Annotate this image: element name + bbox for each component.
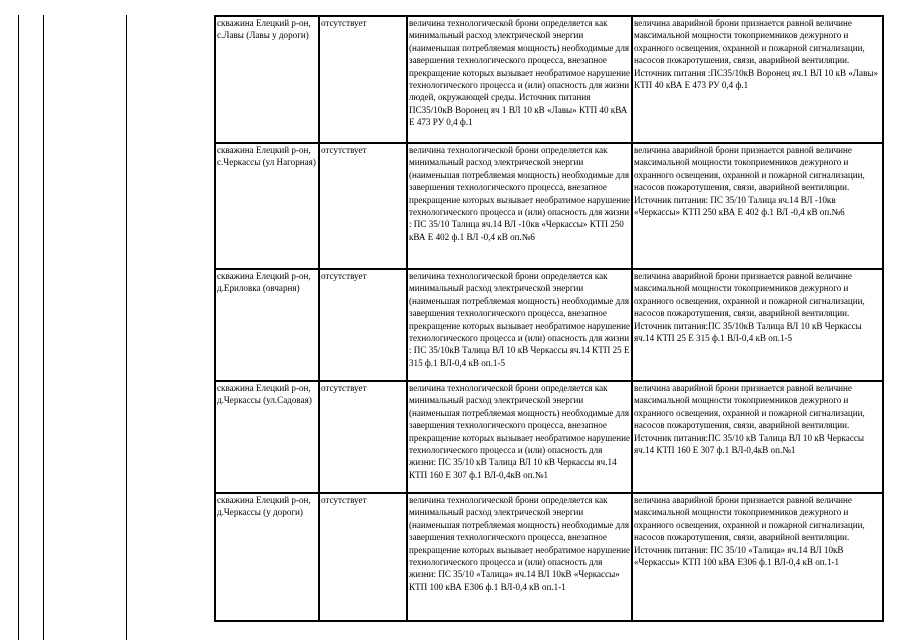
emergency-reserve-cell: величина аварийной брони признается равной величине максимальной мощности токоприемников дежурного и охранного освещения, охранной и пожарной сигнализации, насосов пожаротушения, связи, аварийной вентиляции. Источник питания :ПС35/10кВ Воронец яч.1 ВЛ 10 кВ «Лавы» КТП 40 кВА Е 473 РУ 0,4 ф.1: [632, 16, 883, 143]
status-cell: отсутствует: [319, 269, 407, 381]
tech-reserve-cell: величина технологической брони определяется как минимальный расход электрической энергии (наименьшая потребляемая мощность) необходимые для завершения технологического процесса, внезапное прекращение которых вызывает необратимое нарушение технологического процесса и (или) опасность для жизни: ПС 35/10 кВ Талица ВЛ 10 кВ Черкассы яч.14 КТП 160 Е 307 ф.1 ВЛ-0,4кВ оп.№1: [407, 381, 632, 493]
object-cell: скважина Елецкий р-он, д.Черкассы (ул.Садовая): [215, 381, 319, 493]
table-row: [215, 493, 883, 621]
column-rule-1: [18, 15, 19, 640]
status-cell: отсутствует: [319, 16, 407, 143]
status-cell: отсутствует: [319, 143, 407, 269]
table-row: [215, 143, 883, 269]
emergency-reserve-cell: величина аварийной брони признается равной величине максимальной мощности токоприемников дежурного и охранного освещения, охранной и пожарной сигнализации, насосов пожаротушения, связи, аварийной вентиляции. Источник питания:ПС 35/10кВ Талица ВЛ 10 кВ Черкассы яч.14 КТП 25 Е 315 ф.1 ВЛ-0,4 кВ оп.1-5: [632, 269, 883, 381]
tech-reserve-cell: величина технологической брони определяется как минимальный расход электрической энергии (наименьшая потребляемая мощность) необходимые для завершения технологического процесса, внезапное прекращение которых вызывает необратимое нарушение технологического процесса и (или) опасность для жизни : ПС 35/10кВ Талица ВЛ 10 кВ Черкассы яч.14 КТП 25 Е 315 ф.1 ВЛ-0,4 кВ оп.1-5: [407, 269, 632, 381]
column-rule-3: [126, 15, 127, 640]
object-cell: скважина Елецкий р-он, д.Ериловка (овчарня): [215, 269, 319, 381]
tech-reserve-cell: величина технологической брони определяется как минимальный расход электрической энергии (наименьшая потребляемая мощность) необходимые для завершения технологического процесса, внезапное прекращение которых вызывает необратимое нарушение технологического процесса и (или) опасность для жизни : ПС 35/10 Талица яч.14 ВЛ -10кв «Черкассы» КТП 250 кВА Е 402 ф.1 ВЛ -0,4 кВ оп.№6: [407, 143, 632, 269]
table-row: [215, 16, 883, 143]
power-reserve-table: [214, 15, 884, 622]
column-rule-2: [43, 15, 44, 640]
emergency-reserve-cell: величина аварийной брони признается равной величине максимальной мощности токоприемников дежурного и охранного освещения, охранной и пожарной сигнализации, насосов пожаротушения, связи, аварийной вентиляции. Источник питания: ПС 35/10 Талица яч.14 ВЛ -10кв «Черкассы» КТП 250 кВА Е 402 ф.1 ВЛ -0,4 кВ оп.№6: [632, 143, 883, 269]
object-cell: скважина Елецкий р-он, д.Черкассы (у дороги): [215, 493, 319, 621]
tech-reserve-cell: величина технологической брони определяется как минимальный расход электрической энергии (наименьшая потребляемая мощность) необходимые для завершения технологического процесса, внезапное прекращение которых вызывает необратимое нарушение технологического процесса и (или) опасность для жизни: ПС 35/10 «Талица» яч.14 ВЛ 10кВ «Черкассы» КТП 100 кВА Е306 ф.1 ВЛ-0,4 кВ оп.1-1: [407, 493, 632, 621]
emergency-reserve-cell: величина аварийной брони признается равной величине максимальной мощности токоприемников дежурного и охранного освещения, охранной и пожарной сигнализации, насосов пожаротушения, связи, аварийной вентиляции. Источник питания: ПС 35/10 «Талица» яч.14 ВЛ 10кВ «Черкассы» КТП 100 кВА Е306 ф.1 ВЛ-0,4 кВ оп.1-1: [632, 493, 883, 621]
object-cell: скважина Елецкий р-он, с.Черкассы (ул Нагорная): [215, 143, 319, 269]
table-row: [215, 269, 883, 381]
status-cell: отсутствует: [319, 381, 407, 493]
emergency-reserve-cell: величина аварийной брони признается равной величине максимальной мощности токоприемников дежурного и охранного освещения, охранной и пожарной сигнализации, насосов пожаротушения, связи, аварийной вентиляции. Источник питания:ПС 35/10 кВ Талица ВЛ 10 кВ Черкассы яч.14 КТП 160 Е 307 ф.1 ВЛ-0,4кВ оп.№1: [632, 381, 883, 493]
table-row: [215, 381, 883, 493]
tech-reserve-cell: величина технологической брони определяется как минимальный расход электрической энергии (наименьшая потребляемая мощность) необходимые для завершения технологического процесса, внезапное прекращение которых вызывает необратимое нарушение технологического процесса и (или) опасность для жизни людей, окружающей среды. Источник питания ПС35/10кВ Воронец яч 1 ВЛ 10 кВ «Лавы» КТП 40 кВА Е 473 РУ 0,4 ф.1: [407, 16, 632, 143]
object-cell: скважина Елецкий р-он, с.Лавы (Лавы у дороги): [215, 16, 319, 143]
status-cell: отсутствует: [319, 493, 407, 621]
